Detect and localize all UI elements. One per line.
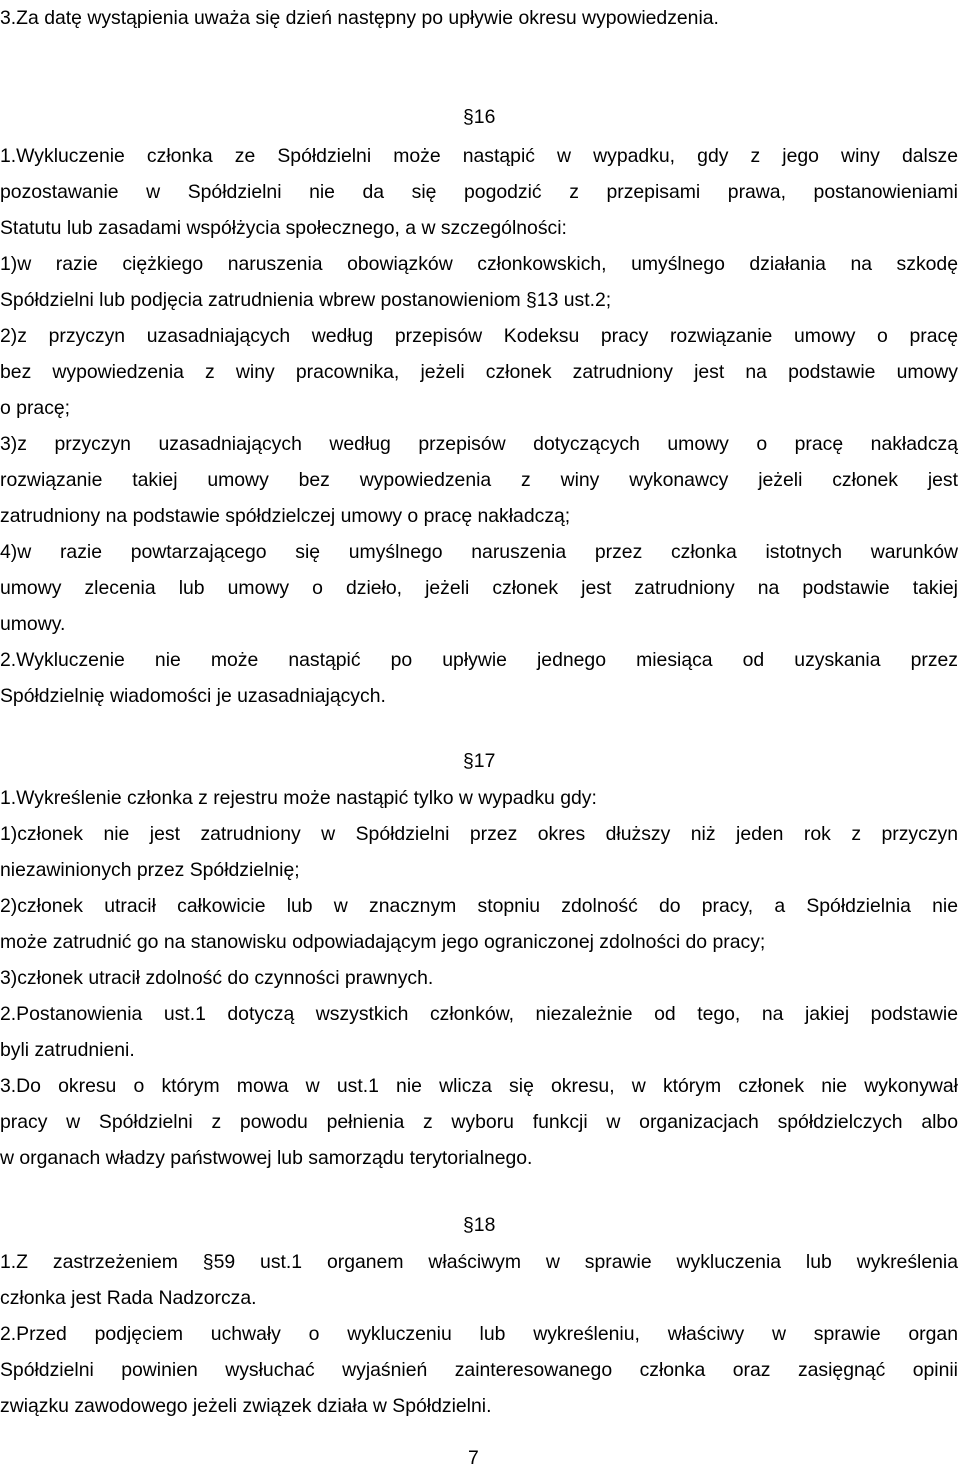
paragraph-line: 3)z przyczyn uzasadniających według przepisów dotyczących umowy o pracę nakładczą [0, 433, 958, 455]
paragraph-line: Spółdzielni lub podjęcia zatrudnienia wbrew postanowieniom §13 ust.2; [0, 289, 612, 311]
paragraph-line: 1)w razie ciężkiego naruszenia obowiązków członkowskich, umyślnego działania na szkodę [0, 253, 958, 275]
paragraph-line: 2.Postanowienia ust.1 dotyczą wszystkich członków, niezależnie od tego, na jakiej podstawie [0, 1003, 958, 1025]
paragraph-line: Spółdzielnię wiadomości je uzasadniających. [0, 685, 386, 707]
paragraph-line: członka jest Rada Nadzorcza. [0, 1287, 257, 1309]
paragraph-line: pozostawanie w Spółdzielni nie da się pogodzić z przepisami prawa, postanowieniami [0, 181, 958, 203]
section-heading-18: §18 [463, 1214, 496, 1236]
paragraph-line: umowy zlecenia lub umowy o dzieło, jeżeli członek jest zatrudniony na podstawie takiej [0, 577, 958, 599]
paragraph-line: 3.Za datę wystąpienia uważa się dzień następny po upływie okresu wypowiedzenia. [0, 7, 719, 29]
paragraph-line: niezawinionych przez Spółdzielnię; [0, 859, 300, 881]
paragraph-line: 3)członek utracił zdolność do czynności prawnych. [0, 967, 434, 989]
section-heading-17: §17 [463, 750, 496, 772]
paragraph-line: rozwiązanie takiej umowy bez wypowiedzenia z winy wykonawcy jeżeli członek jest [0, 469, 958, 491]
paragraph-line: 2.Przed podjęciem uchwały o wykluczeniu lub wykreśleniu, właściwy w sprawie organ [0, 1323, 958, 1345]
paragraph-line: 1.Wykreślenie członka z rejestru może nastąpić tylko w wypadku gdy: [0, 787, 597, 809]
paragraph-line: 2.Wykluczenie nie może nastąpić po upływie jednego miesiąca od uzyskania przez [0, 649, 958, 671]
paragraph-line: 2)z przyczyn uzasadniających według przepisów Kodeksu pracy rozwiązanie umowy o pracę [0, 325, 958, 347]
paragraph-line: może zatrudnić go na stanowisku odpowiadającym jego ograniczonej zdolności do pracy; [0, 931, 766, 953]
paragraph-line: w organach władzy państwowej lub samorządu terytorialnego. [0, 1147, 533, 1169]
paragraph-line: 1.Wykluczenie członka ze Spółdzielni może nastąpić w wypadku, gdy z jego winy dalsze [0, 145, 958, 167]
paragraph-line: o pracę; [0, 397, 71, 419]
paragraph-line: 1)członek nie jest zatrudniony w Spółdzielni przez okres dłuższy niż jeden rok z przyczyn [0, 823, 958, 845]
paragraph-line: pracy w Spółdzielni z powodu pełnienia z wyboru funkcji w organizacjach spółdzielczych albo [0, 1111, 958, 1133]
page-number: 7 [468, 1447, 479, 1469]
paragraph-line: 2)członek utracił całkowicie lub w znacznym stopniu zdolność do pracy, a Spółdzielnia nie [0, 895, 958, 917]
paragraph-line: 3.Do okresu o którym mowa w ust.1 nie wlicza się okresu, w którym członek nie wykonywał [0, 1075, 958, 1097]
section-heading-16: §16 [463, 106, 496, 128]
paragraph-line: 4)w razie powtarzającego się umyślnego naruszenia przez członka istotnych warunków [0, 541, 958, 563]
paragraph-line: 1.Z zastrzeżeniem §59 ust.1 organem właściwym w sprawie wykluczenia lub wykreślenia [0, 1251, 958, 1273]
paragraph-line: zatrudniony na podstawie spółdzielczej umowy o pracę nakładczą; [0, 505, 571, 527]
paragraph-line: Statutu lub zasadami współżycia społecznego, a w szczególności: [0, 217, 567, 239]
paragraph-line: związku zawodowego jeżeli związek działa w Spółdzielni. [0, 1395, 492, 1417]
paragraph-line: umowy. [0, 613, 66, 635]
paragraph-line: Spółdzielni powinien wysłuchać wyjaśnień zainteresowanego członka oraz zasięgnąć opinii [0, 1359, 958, 1381]
paragraph-line: bez wypowiedzenia z winy pracownika, jeżeli członek zatrudniony jest na podstawie umowy [0, 361, 958, 383]
paragraph-line: byli zatrudnieni. [0, 1039, 135, 1061]
